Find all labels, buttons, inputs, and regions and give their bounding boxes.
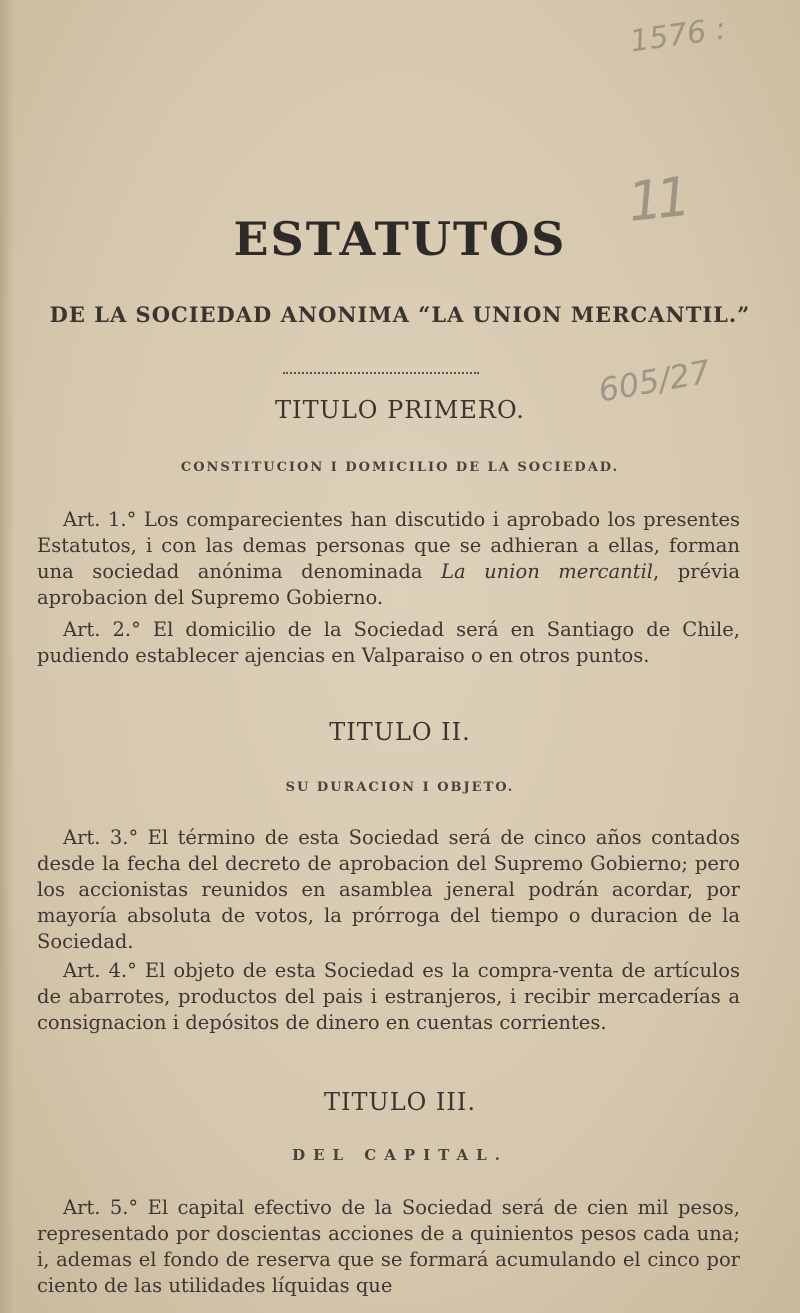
titulo-iii-subheading: DEL CAPITAL. <box>292 1146 508 1164</box>
pencil-note-catalog: 605/27 <box>595 352 714 410</box>
article-1: Art. 1.° Los comparecientes han discutido i aprobado los presentes Estatutos, i con las demas personas que se adhieran a ellas, forman una sociedad anónima denominada La union mercantil, prévia aprobacion del Supremo Gobierno. <box>37 508 740 609</box>
page-edge-shadow <box>0 0 14 1313</box>
titulo-ii-subheading: SU DURACION I OBJETO. <box>285 780 515 795</box>
document-title: ESTATUTOS <box>233 212 567 266</box>
pencil-note-top: 1576 : <box>628 11 728 60</box>
titulo-ii-heading: TITULO II. <box>329 718 471 746</box>
titulo-iii-heading: TITULO III. <box>323 1088 477 1116</box>
titulo-primero-heading: TITULO PRIMERO. <box>275 396 525 424</box>
titulo-primero-subheading: CONSTITUCION I DOMICILIO DE LA SOCIEDAD. <box>180 460 620 475</box>
article-5: Art. 5.° El capital efectivo de la Sociedad será de cien mil pesos, representado por doscientas acciones de a quinientos pesos cada una; i, ademas el fondo de reserva que se formará acumulando el cinco por ciento de las utilidades líquidas que <box>37 1196 740 1297</box>
company-name-italic: La union mercantil <box>441 560 654 583</box>
decorative-rule <box>283 372 479 374</box>
article-3: Art. 3.° El término de esta Sociedad será de cinco años contados desde la fecha del decreto de aprobacion del Supremo Gobierno; pero los accionistas reunidos en asamblea jeneral podrán acordar, por mayoría absoluta de votos, la prórroga del tiempo o duracion de la Sociedad. <box>37 826 740 953</box>
pencil-note-number: 11 <box>624 165 688 234</box>
article-2: Art. 2.° El domicilio de la Sociedad será en Santiago de Chile, pudiendo establecer ajencias en Valparaiso o en otros puntos. <box>37 618 740 667</box>
article-4: Art. 4.° El objeto de esta Sociedad es la compra-venta de artículos de abarrotes, productos del pais i estranjeros, i recibir mercaderías a consignacion i depósitos de dinero en cuentas corrientes. <box>37 959 740 1034</box>
document-subtitle: DE LA SOCIEDAD ANONIMA “LA UNION MERCANTIL.” <box>49 302 751 327</box>
